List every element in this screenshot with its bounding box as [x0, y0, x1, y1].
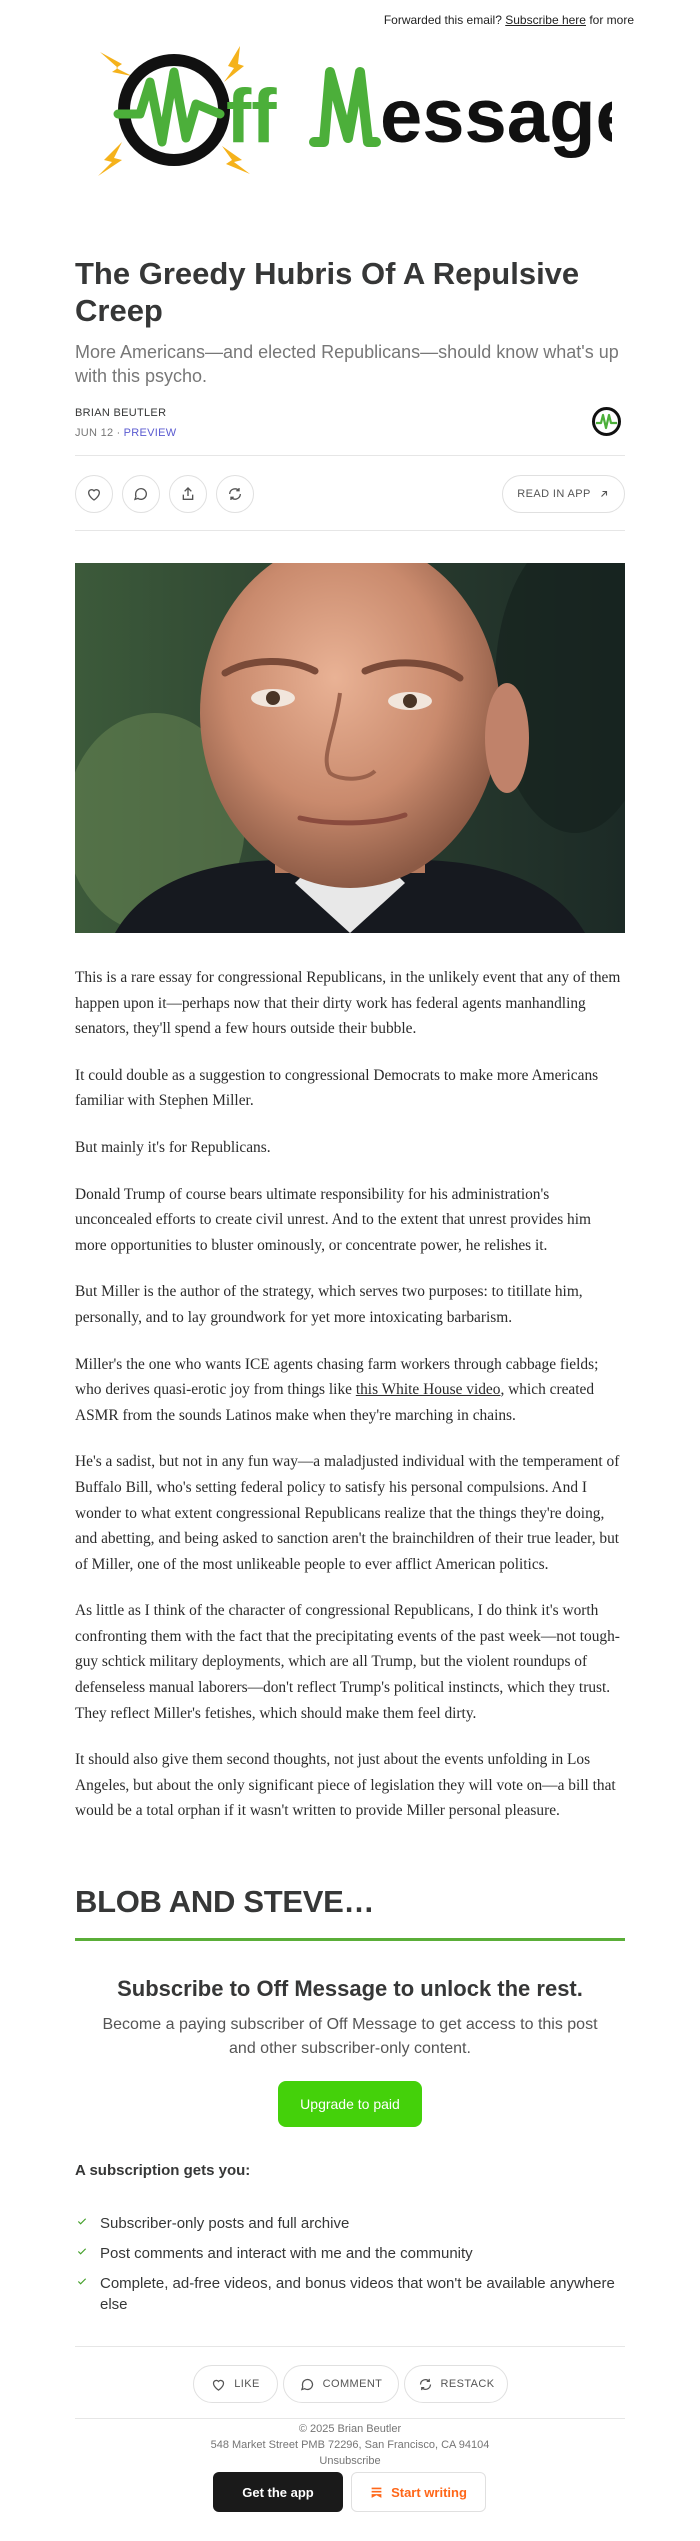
checkmark-icon: [75, 2243, 89, 2257]
restack-button[interactable]: [216, 475, 254, 513]
hero-image[interactable]: [75, 563, 625, 933]
divider-bottom: [75, 530, 625, 531]
post-title[interactable]: The Greedy Hubris Of A Repulsive Creep: [75, 256, 580, 328]
like-label: LIKE: [234, 2378, 260, 2390]
comment-icon: [300, 2377, 315, 2392]
start-writing-label: Start writing: [391, 2484, 467, 2500]
restack-icon: [227, 486, 243, 502]
benefit-text: Complete, ad-free videos, and bonus videos that won't be available anywhere else: [100, 2275, 615, 2313]
get-the-app-button[interactable]: Get the app: [213, 2472, 343, 2512]
forward-prefix: Forwarded this email?: [383, 13, 502, 27]
post-author[interactable]: BRIAN BEUTLER: [75, 407, 167, 419]
p6-text-before: Miller's the one who wants ICE agents chasing farm workers through cabbage fields; who derives quasi-erotic joy from things like: [75, 1355, 599, 1399]
comment-label: COMMENT: [322, 2378, 383, 2390]
restack-label: RESTACK: [440, 2378, 495, 2390]
read-in-app-button[interactable]: [502, 475, 625, 513]
start-writing-button[interactable]: [351, 2472, 486, 2512]
logo-text-ff: ff: [226, 74, 277, 159]
unsubscribe-link[interactable]: Unsubscribe: [319, 2455, 381, 2467]
comment-pill-button[interactable]: [283, 2365, 399, 2403]
body-paragraph-8: As little as I think of the character of congressional Republicans, I do think it's worth confronting them with the fact that the precipitating events of the past week—not tough-guy schtick military deployments, which are all Trump, but the violent roundups of defenseless manual laborers—don't reflect Trump's political instincts, which they trust. They reflect Miller's fetishes, which should make them feel dirty.: [75, 1602, 620, 1722]
subscribe-here-link[interactable]: Subscribe here: [505, 13, 586, 27]
like-button[interactable]: [75, 475, 113, 513]
substack-logo-icon: [370, 2486, 383, 2499]
off-message-logo: [92, 42, 612, 192]
heart-icon: [86, 486, 102, 502]
benefit-text: Subscriber-only posts and full archive: [100, 2215, 350, 2232]
benefit-item: [75, 2243, 625, 2264]
bolt-icon-top-left: [100, 52, 132, 76]
heart-icon: [211, 2377, 226, 2392]
section-divider: [75, 1938, 625, 1941]
divider-engagement: [75, 2346, 625, 2347]
body-paragraph-3: But mainly it's for Republicans.: [75, 1138, 271, 1156]
p6-text-after: , which created ASMR from the sounds Latinos make when they're marching in chains.: [75, 1381, 595, 1424]
share-button[interactable]: [169, 475, 207, 513]
body-paragraph-4: Donald Trump of course bears ultimate responsibility for his administration's unconcealed efforts to create civil unrest. And to the extent that unrest provides him more opportunities to bluster ominously, or concentrate power, he relishes it.: [75, 1185, 591, 1254]
post-dateline: [75, 427, 176, 439]
logo-text-essage: essage: [380, 74, 612, 159]
footer-copyright: © 2025 Brian Beutler: [298, 2423, 402, 2435]
read-in-app-label: READ IN APP: [517, 488, 591, 500]
hero-portrait: [75, 563, 625, 933]
divider-top: [75, 455, 625, 456]
checkmark-icon: [75, 2273, 89, 2287]
like-pill-button[interactable]: [193, 2365, 278, 2403]
benefit-text: Post comments and interact with me and the community: [100, 2245, 473, 2262]
post-date: JUN 12: [75, 427, 114, 439]
upgrade-to-paid-button[interactable]: Upgrade to paid: [278, 2081, 422, 2127]
subscription-benefits-label: A subscription gets you:: [75, 2162, 251, 2179]
forward-suffix: for more: [589, 13, 634, 27]
publication-logo[interactable]: [92, 42, 612, 192]
article-body: [75, 965, 625, 1845]
section-heading: BLOB AND STEVE…: [75, 1884, 375, 1919]
avatar-logo-icon: [590, 405, 623, 438]
body-paragraph-2: It could double as a suggestion to congressional Democrats to make more Americans familiar with Stephen Miller.: [75, 1066, 599, 1110]
restack-icon: [418, 2377, 433, 2392]
body-paragraph-1: This is a rare essay for congressional Republicans, in the unlikely event that any of them happen upon it—perhaps now that their dirty work has federal agents manhandling senators, they'll spend a few hours outside their bubble.: [75, 969, 621, 1038]
divider-footer: [75, 2418, 625, 2419]
paywall-title: Subscribe to Off Message to unlock the rest.: [117, 1976, 583, 2001]
author-avatar[interactable]: [590, 405, 623, 438]
benefit-item: [75, 2213, 625, 2234]
body-paragraph-6: [75, 1352, 625, 1429]
comment-button[interactable]: [122, 475, 160, 513]
restack-pill-button[interactable]: [404, 2365, 508, 2403]
body-paragraph-5: But Miller is the author of the strategy, which serves two purposes: to titillate him, personally, and to lay groundwork for yet more intoxicating barbarism.: [75, 1283, 583, 1326]
share-icon: [180, 486, 196, 502]
body-paragraph-7: He's a sadist, but not in any fun way—a maladjusted individual with the temperament of Buffalo Bill, who's setting federal policy to satisfy his personal compulsions. And I wonder to what extent congressional Republicans realize that the things they're doing, and abetting, and being asked to sanction aren't the brainchildren of their true leader, but of Miller, one of the most unlikeable people to ever afflict American politics.: [75, 1453, 620, 1573]
forward-notice: [384, 13, 634, 27]
preview-tag: PREVIEW: [123, 427, 177, 439]
logo-m-heartbeat: [314, 72, 376, 142]
white-house-video-link[interactable]: this White House video: [355, 1381, 501, 1399]
footer-address: 548 Market Street PMB 72296, San Francisco, CA 94104: [210, 2439, 490, 2451]
body-paragraph-9: It should also give them second thoughts, not just about the events unfolding in Los Angeles, but about the only significant piece of legislation they will vote on—a bill that would be a total orphan if it wasn't written to provide Miller personal pleasure.: [75, 1751, 616, 1820]
checkmark-icon: [75, 2213, 89, 2227]
bolt-icon-bottom-left: [98, 142, 122, 176]
dateline-separator: ∙: [116, 427, 121, 439]
comment-icon: [133, 486, 149, 502]
paywall-text: Become a paying subscriber of Off Message to get access to this post and other subscriber-only content.: [102, 2016, 598, 2057]
benefit-item: [75, 2273, 625, 2315]
arrow-up-right-icon: [598, 488, 610, 500]
post-subtitle: More Americans—and elected Republicans—should know what's up with this psycho.: [75, 342, 619, 386]
